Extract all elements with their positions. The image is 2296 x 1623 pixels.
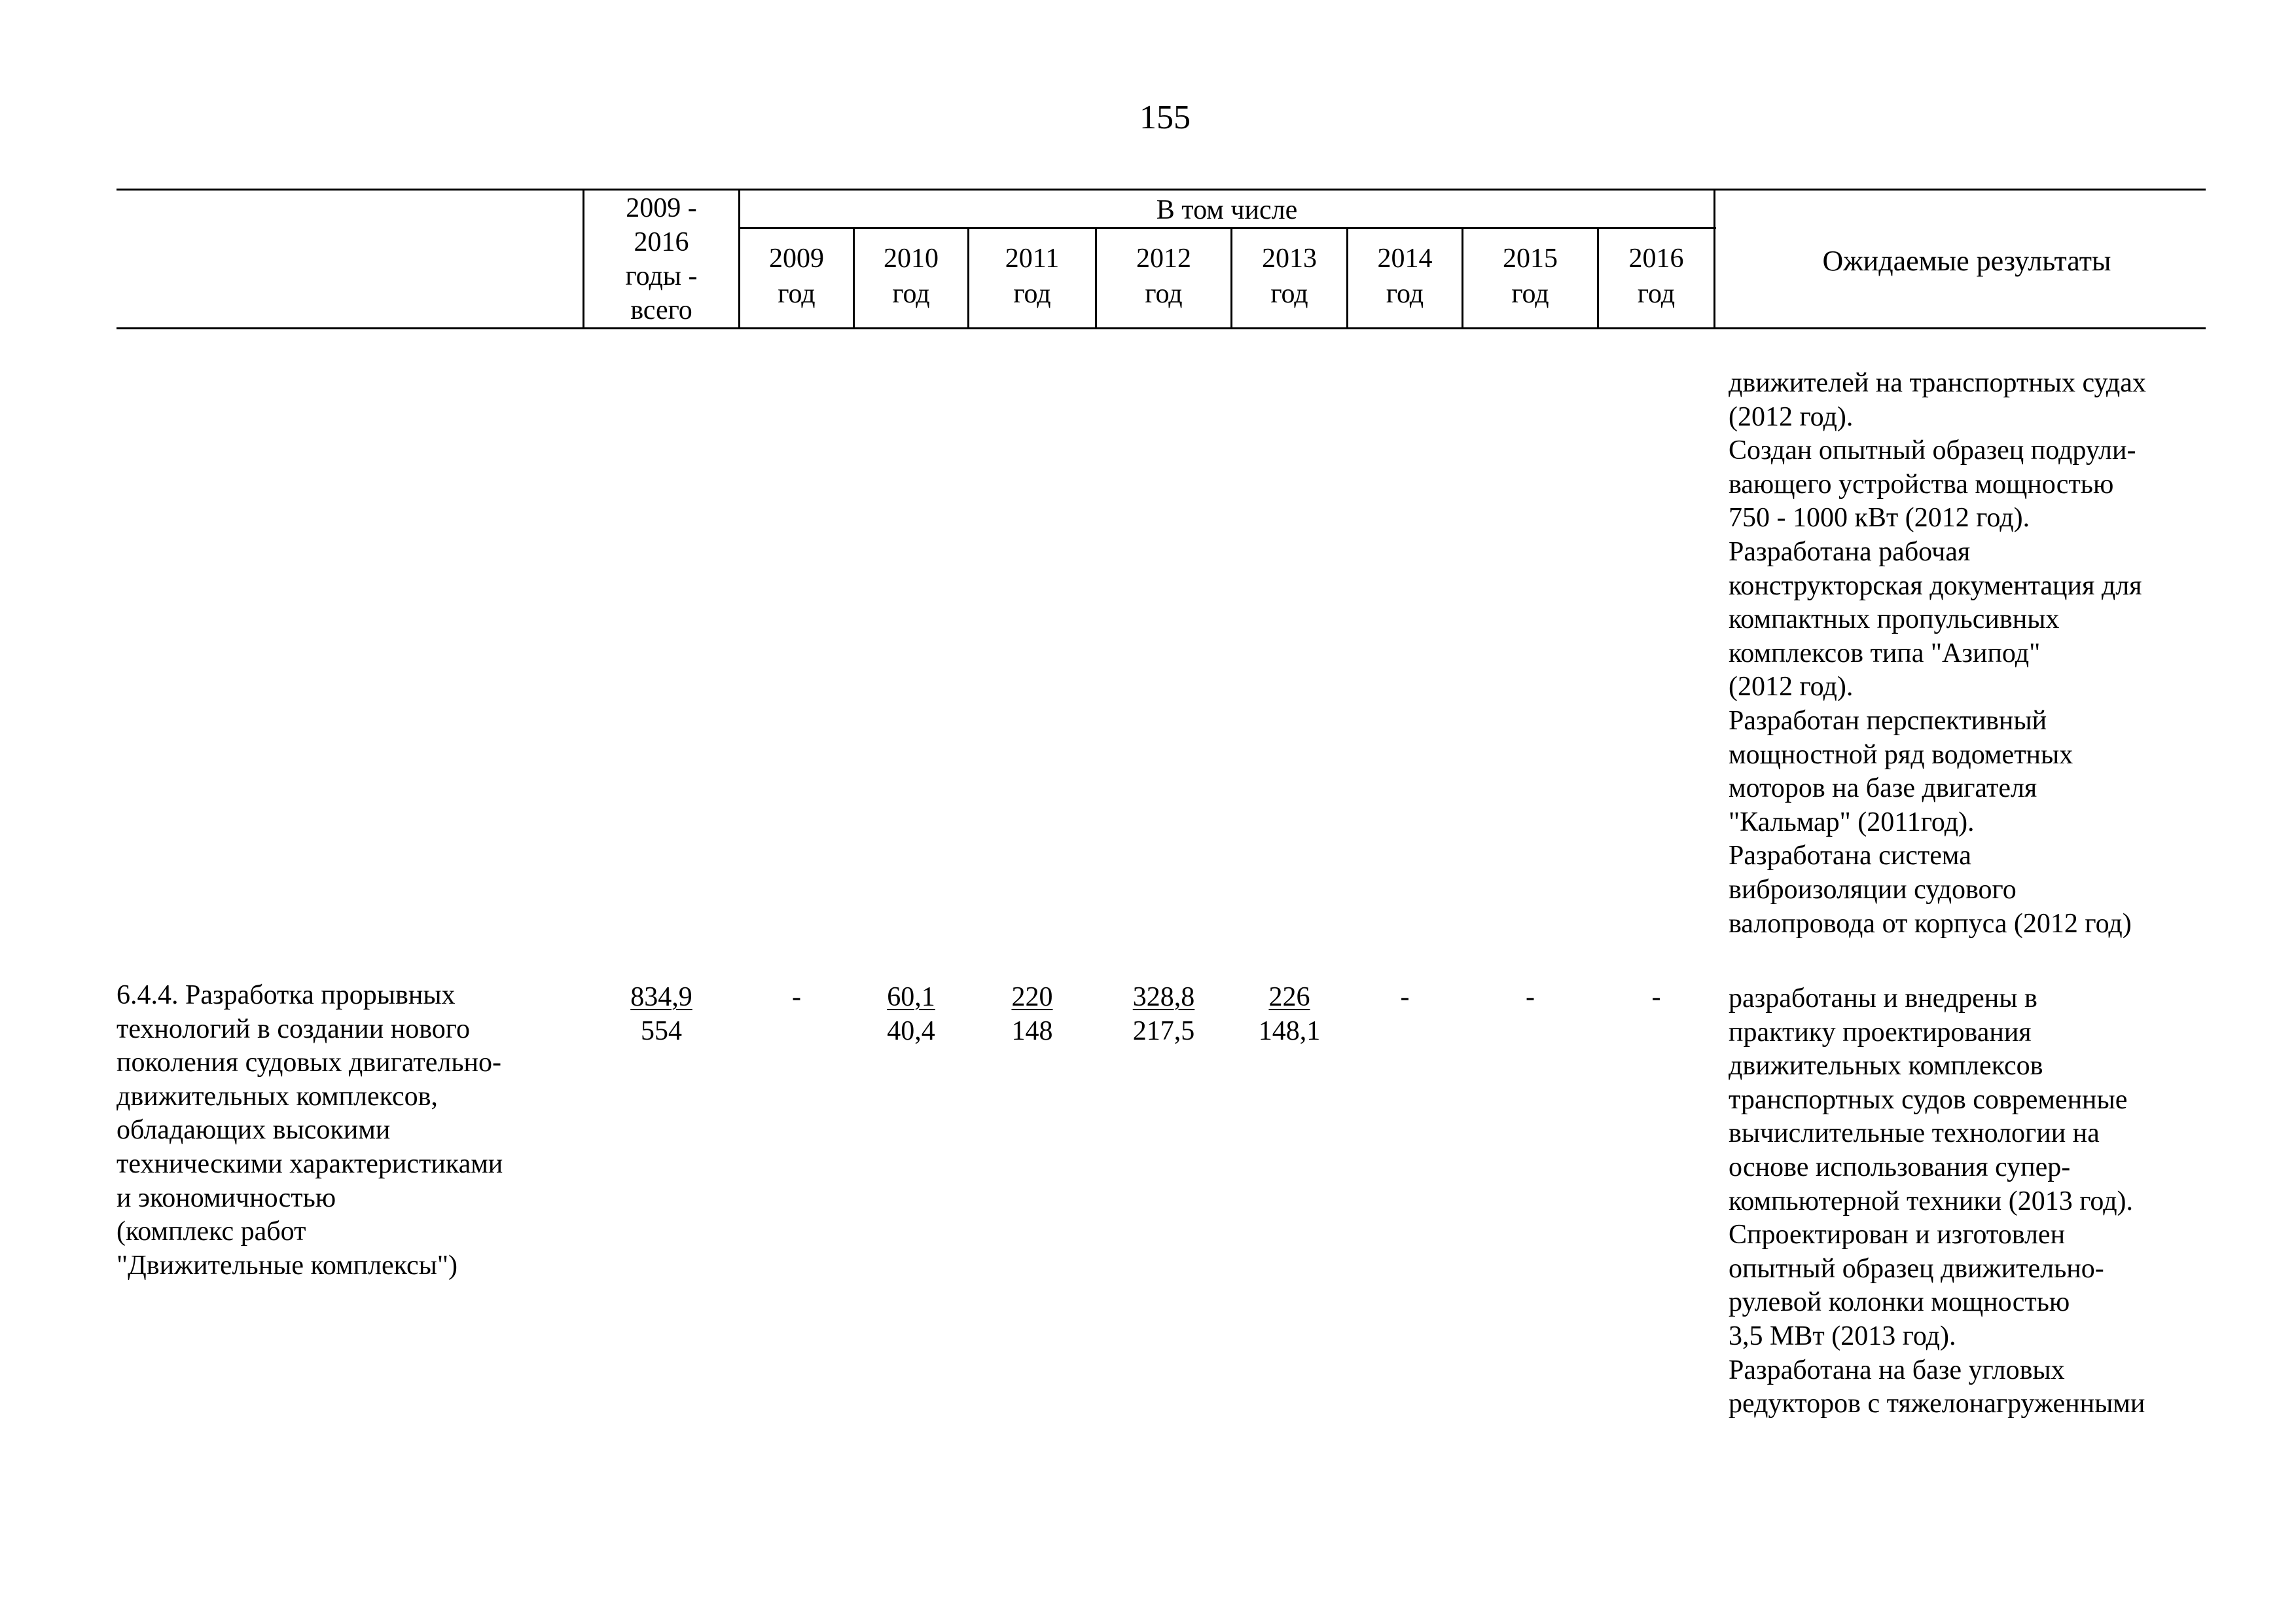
row-2011-top: 220 [1011,982,1053,1012]
row-title-line: обладающих высокими [117,1115,391,1146]
row-results-line: редукторов с тяжелонагруженными [1729,1389,2145,1419]
row-2012-top: 328,8 [1132,982,1195,1012]
row-total-bottom: 554 [641,1016,682,1046]
row-results-line: практику проектирования [1729,1017,2032,1048]
row-results-line: опытный образец движительно- [1729,1253,2104,1284]
row-2011-bottom: 148 [1011,1016,1053,1046]
row-total-value [584,980,738,1048]
continued-results-line: (2012 год). [1729,672,1854,702]
header-bottom-rule [117,327,2206,329]
row-title-line: движительных комплексов, [117,1081,438,1112]
header-year-2014: 2014 год [1377,244,1433,309]
header-including: В том числе [1156,195,1298,225]
row-results [1729,982,2226,1421]
row-results-line: компьютерной техники (2013 год). [1729,1186,2134,1216]
continued-results-line: "Кальмар" (2011год). [1729,807,1975,837]
row-total-top: 834,9 [630,982,692,1012]
row-results-line: транспортных судов современные [1729,1084,2128,1115]
continued-results-line: моторов на базе двигателя [1729,773,2037,804]
row-2009-value: - [792,982,801,1012]
row-2010-value [855,980,967,1048]
row-2015-value: - [1526,982,1535,1012]
continued-results-line: Разработан перспективный [1729,705,2047,736]
row-results-line: основе использования супер- [1729,1152,2071,1182]
continued-results-line: Разработана рабочая [1729,536,1971,567]
row-title-line: техническими характеристиками [117,1148,503,1179]
continued-results-line: мощностной ряд водометных [1729,739,2073,770]
row-2012-bottom: 217,5 [1132,1016,1195,1046]
row-2010-bottom: 40,4 [887,1016,935,1046]
row-2013-top: 226 [1268,982,1310,1012]
row-2012-value [1097,980,1230,1048]
row-results-line: рулевой колонки мощностью [1729,1287,2070,1318]
row-title-line: (комплекс работ [117,1216,306,1247]
continued-results-line: (2012 год). [1729,401,1854,432]
row-2014-value: - [1400,982,1410,1012]
row-title-line: поколения судовых двигательно- [117,1048,501,1078]
header-total-line1: 2009 - [626,193,697,223]
row-results-line: вычислительные технологии на [1729,1118,2100,1149]
row-2013-bottom: 148,1 [1258,1016,1321,1046]
continued-results-line: валопровода от корпуса (2012 год) [1729,908,2132,939]
continued-results-line: комплексов типа "Азипод" [1729,638,2041,668]
continued-results [1729,367,2226,941]
header-total-line3: годы - [625,261,698,291]
continued-results-line: компактных пропульсивных [1729,604,2060,635]
row-title [117,979,575,1283]
continued-results-line: конструкторская документация для [1729,570,2142,601]
header-year-2016: 2016 год [1628,244,1684,309]
row-title-line: и экономичностью [117,1182,336,1213]
header-total-column [584,191,738,327]
including-bottom-rule [738,227,1716,229]
row-title-line: 6.4.4. Разработка прорывных [117,980,456,1010]
page-number: 155 [1139,99,1191,136]
header-year-2011: 2011 год [1005,244,1060,309]
continued-results-line: Создан опытный образец подрули- [1729,435,2136,466]
header-top-rule [117,189,2206,191]
header-year-2012: 2012 год [1136,244,1191,309]
row-results-line: разработаны и внедрены в [1729,983,2037,1013]
header-year-2009: 2009 год [769,244,824,309]
header-total-line4: всего [630,295,692,325]
row-results-line: движительных комплексов [1729,1051,2043,1082]
row-2016-value: - [1651,982,1661,1012]
continued-results-line: движителей на транспортных судах [1729,368,2146,398]
row-title-line: технологий в создании нового [117,1013,470,1044]
continued-results-line: вающего устройства мощностью [1729,469,2114,500]
row-2013-value [1232,980,1346,1048]
header-expected-results: Ожидаемые результаты [1822,245,2111,277]
row-2010-top: 60,1 [887,982,935,1012]
header-total-line2: 2016 [634,227,689,257]
row-results-line: Спроектирован и изготовлен [1729,1220,2066,1250]
header-year-2013: 2013 год [1262,244,1317,309]
row-results-line: 3,5 МВт (2013 год). [1729,1321,1956,1351]
continued-results-line: Разработана система [1729,841,1971,871]
row-2011-value [969,980,1095,1048]
continued-results-line: 750 - 1000 кВт (2012 год). [1729,503,2030,534]
header-year-2010: 2010 год [884,244,939,309]
row-title-line: "Движительные комплексы") [117,1250,458,1281]
continued-results-line: виброизоляции судового [1729,874,2017,905]
row-results-line: Разработана на базе угловых [1729,1355,2065,1385]
header-year-2015: 2015 год [1503,244,1558,309]
